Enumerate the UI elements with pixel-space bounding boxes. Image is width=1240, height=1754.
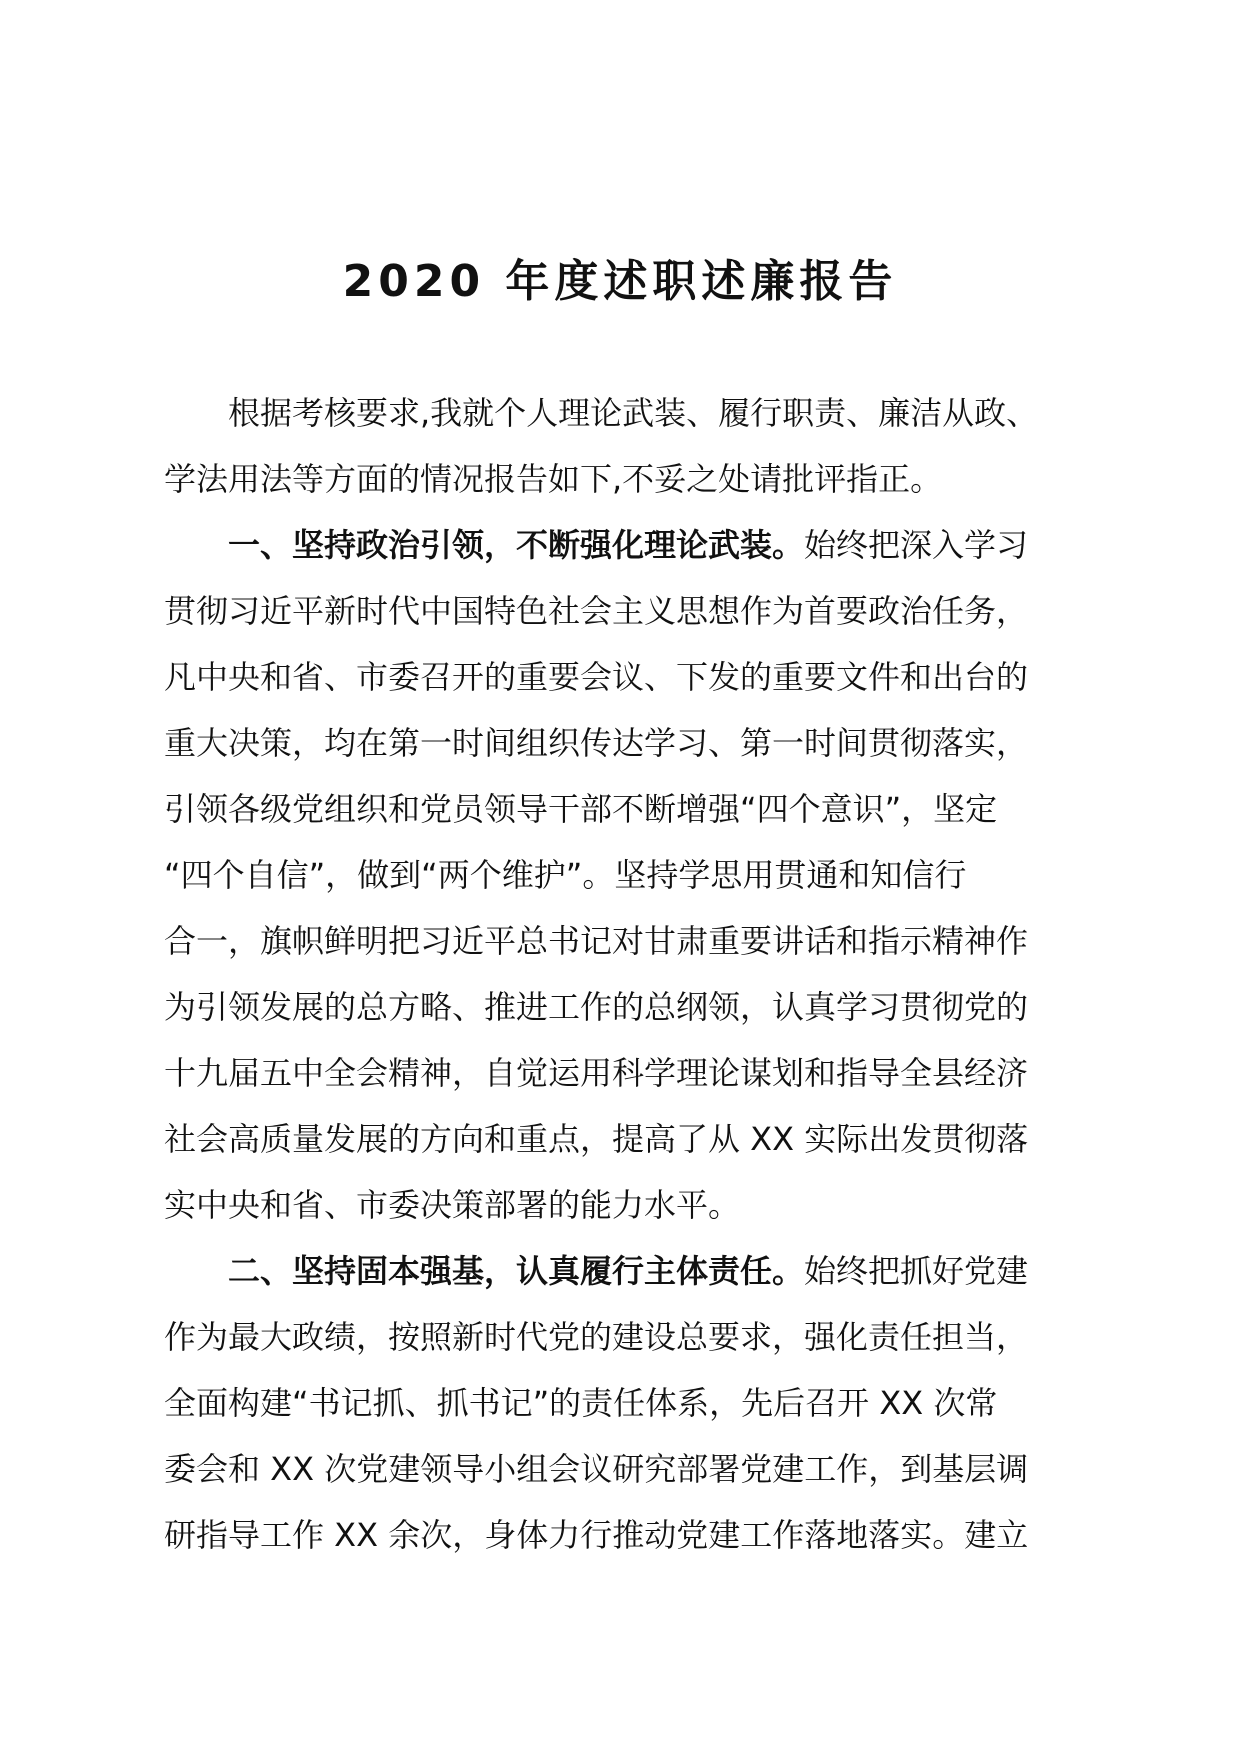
section-2-heading: 二、坚持固本强基，认真履行主体责任。 [164, 1252, 805, 1290]
paragraph-2-line-5: 引领各级党组织和党员领导干部不断增强“四个意识”，坚定 [164, 790, 998, 828]
paragraph-1-line-2: 学法用法等方面的情况报告如下,不妥之处请批评指正。 [164, 460, 943, 498]
paragraph-3-line-4: 委会和 XX 次党建领导小组会议研究部署党建工作，到基层调 [164, 1450, 1029, 1488]
paragraph-2-line-1-text: 始终把深入学习 [804, 526, 1029, 564]
paragraph-2-line-2: 贯彻习近平新时代中国特色社会主义思想作为首要政治任务， [164, 592, 1029, 630]
paragraph-2-line-11: 实中央和省、市委决策部署的能力水平。 [164, 1186, 741, 1224]
document-body [164, 380, 1076, 1568]
paragraph-3-line-1 [164, 1238, 1076, 1304]
paragraph-3-line-5: 研指导工作 XX 余次，身体力行推动党建工作落地落实。建立 [164, 1516, 1029, 1554]
paragraph-3-line-1-text: 始终把抓好党建 [804, 1252, 1029, 1290]
paragraph-2-line-3: 凡中央和省、市委召开的重要会议、下发的重要文件和出台的 [164, 658, 1029, 696]
paragraph-2-line-10: 社会高质量发展的方向和重点，提高了从 XX 实际出发贯彻落 [164, 1120, 1029, 1158]
paragraph-3-line-2: 作为最大政绩，按照新时代党的建设总要求，强化责任担当， [164, 1318, 1029, 1356]
paragraph-2-line-7: 合一，旗帜鲜明把习近平总书记对甘肃重要讲话和指示精神作 [164, 922, 1029, 960]
paragraph-3-line-3: 全面构建“书记抓、抓书记”的责任体系，先后召开 XX 次常 [164, 1384, 998, 1422]
document-title: 2020 年度述职述廉报告 [342, 256, 898, 307]
paragraph-2-line-8: 为引领发展的总方略、推进工作的总纲领，认真学习贯彻党的 [164, 988, 1029, 1026]
paragraph-1-line-1: 根据考核要求,我就个人理论武装、履行职责、廉洁从政、 [164, 394, 1039, 432]
paragraph-2-line-6: “四个自信”，做到“两个维护”。坚持学思用贯通和知信行 [164, 856, 967, 894]
paragraph-2-line-1 [164, 512, 1076, 578]
paragraph-2-line-9: 十九届五中全会精神，自觉运用科学理论谋划和指导全县经济 [164, 1054, 1029, 1092]
paragraph-2-line-4: 重大决策，均在第一时间组织传达学习、第一时间贯彻落实， [164, 724, 1029, 762]
section-1-heading: 一、坚持政治引领，不断强化理论武装。 [164, 526, 805, 564]
